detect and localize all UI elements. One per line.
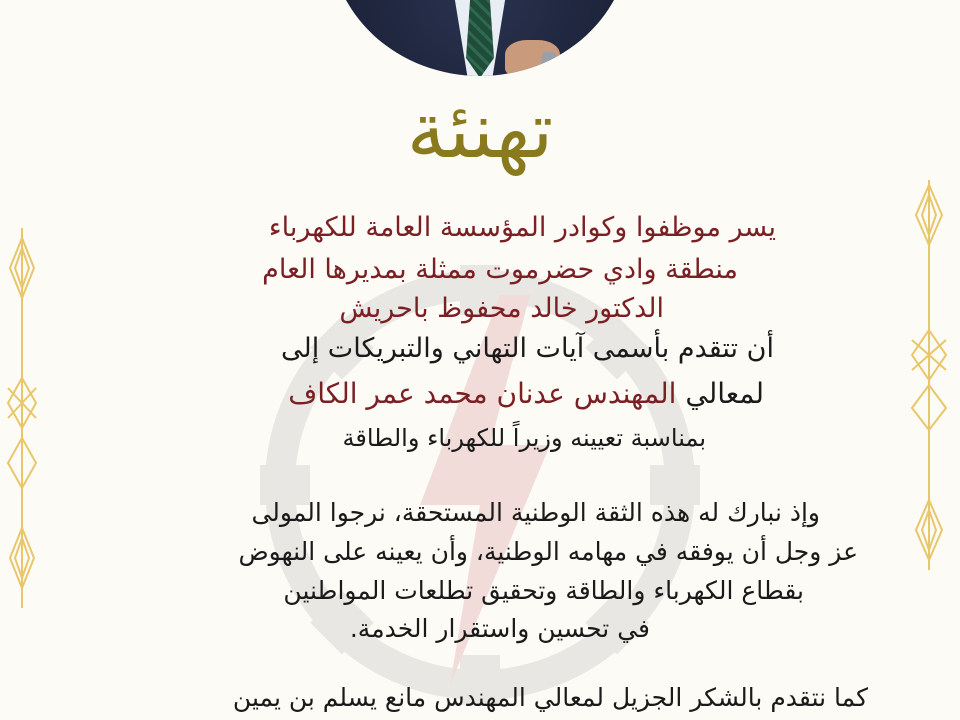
portrait-photo [330,0,630,76]
body-line: في تحسين واستقرار الخدمة. [349,614,650,643]
corporation-emblem-watermark [250,255,710,715]
signatory-name: الدكتور خالد محفوظ باحريش [339,293,664,324]
body-line: وإذ نبارك له هذه الثقة الوطنية المستحقة، نرجوا المولى [251,498,820,527]
recipient-name: المهندس عدنان محمد عمر الكاف [288,377,677,410]
body-line: أن تتقدم بأسمى آيات التهاني والتبريكات إلى [280,333,774,364]
recipient-prefix: لمعالي [685,377,764,410]
left-ornament-divider [2,228,42,608]
recipient-line [288,377,764,410]
body-line: بقطاع الكهرباء والطاقة وتحقيق تطلعات المواطنين [283,576,804,605]
body-line: يسر موظفوا وكوادر المؤسسة العامة للكهرباء [268,212,776,243]
body-line: بمناسبة تعيينه وزيراً للكهرباء والطاقة [342,424,706,452]
body-line: عز وجل أن يوفقه في مهامه الوطنية، وأن يعينه على النهوض [238,537,858,566]
body-line: منطقة وادي حضرموت ممثلة بمديرها العام [262,254,738,285]
card-title: تهنئة [406,86,554,176]
right-ornament-divider [904,180,954,570]
body-line: كما نتقدم بالشكر الجزيل لمعالي المهندس مانع يسلم بن يمين [232,683,868,712]
